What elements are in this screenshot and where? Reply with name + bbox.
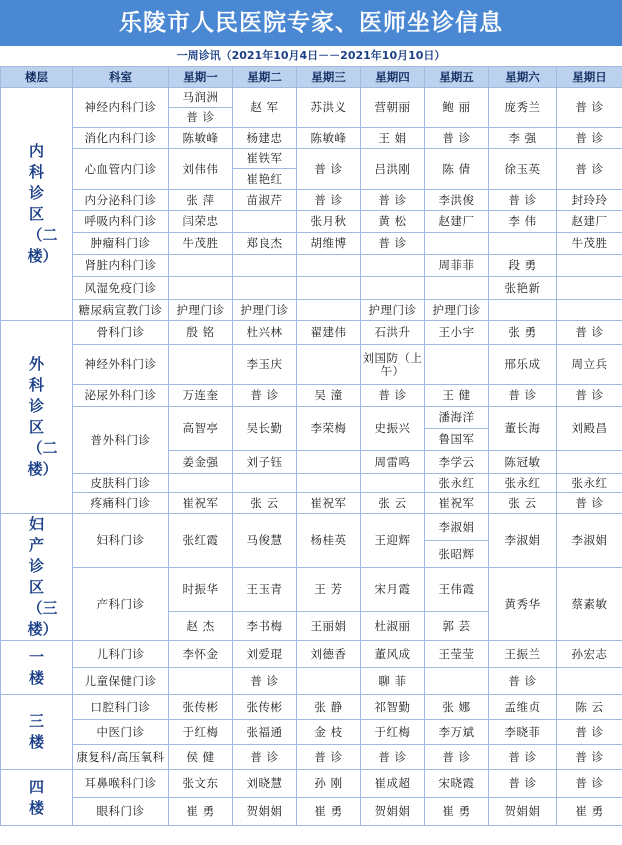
table-cell: 杜兴林 — [233, 321, 297, 345]
table-cell — [297, 451, 361, 474]
table-cell: 李 强 — [489, 128, 557, 149]
table-cell: 王莹莹 — [425, 641, 489, 668]
table-cell: 耳鼻喉科门诊 — [73, 770, 169, 798]
table-cell: 崔祝军 — [297, 493, 361, 514]
col-header-mon: 星期一 — [169, 67, 233, 88]
week-subtitle: 一周诊讯（2021年10月4日－－2021年10月10日） — [176, 49, 446, 62]
table-row — [1, 668, 622, 695]
table-cell: 鲁国军 — [425, 429, 489, 451]
table-cell: 刘晓慧 — [233, 770, 297, 798]
table-cell: 马俊慧 — [233, 514, 297, 568]
floor-label-text: 内科诊区（二楼） — [27, 142, 58, 265]
table-cell: 普 诊 — [557, 321, 622, 345]
table-cell: 普 诊 — [489, 190, 557, 211]
table-row — [1, 474, 622, 493]
table-cell: 营朝丽 — [361, 88, 425, 128]
table-cell: 李玉庆 — [233, 345, 297, 385]
table-row — [1, 798, 622, 826]
table-cell — [557, 668, 622, 695]
table-cell: 牛茂胜 — [169, 233, 233, 255]
table-cell: 崔祝军 — [169, 493, 233, 514]
table-cell: 陈敏峰 — [169, 128, 233, 149]
floor-label-text: 三楼 — [28, 712, 44, 751]
table-cell: 崔成超 — [361, 770, 425, 798]
table-cell: 普 诊 — [489, 668, 557, 695]
table-cell: 徐玉英 — [489, 149, 557, 190]
schedule-body — [1, 88, 622, 826]
table-cell: 内分泌科门诊 — [73, 190, 169, 211]
table-cell: 妇科门诊 — [73, 514, 169, 568]
table-row — [1, 345, 622, 385]
table-row — [1, 88, 622, 108]
table-cell: 崔铁军 — [233, 149, 297, 169]
table-cell: 崔 勇 — [557, 798, 622, 826]
table-cell: 李淑娟 — [425, 514, 489, 541]
col-header-sat: 星期六 — [489, 67, 557, 88]
table-cell: 护理门诊 — [169, 300, 233, 321]
table-cell: 疼痛科门诊 — [73, 493, 169, 514]
table-cell: 王小宇 — [425, 321, 489, 345]
table-cell — [425, 277, 489, 300]
table-cell: 骨科门诊 — [73, 321, 169, 345]
table-cell: 张 云 — [233, 493, 297, 514]
table-cell — [297, 300, 361, 321]
table-cell: 聊 菲 — [361, 668, 425, 695]
table-cell: 姜金强 — [169, 451, 233, 474]
table-cell: 于红梅 — [361, 720, 425, 745]
table-cell: 杨桂英 — [297, 514, 361, 568]
table-cell: 心血管内门诊 — [73, 149, 169, 190]
table-cell — [297, 255, 361, 277]
table-row — [1, 568, 622, 612]
table-cell: 崔 勇 — [297, 798, 361, 826]
table-cell — [361, 255, 425, 277]
table-cell: 风湿免疫门诊 — [73, 277, 169, 300]
table-cell: 普 诊 — [425, 745, 489, 770]
table-cell — [489, 300, 557, 321]
table-cell — [557, 300, 622, 321]
table-cell: 李淑娟 — [489, 514, 557, 568]
table-cell: 泌尿外科门诊 — [73, 385, 169, 407]
table-cell: 孙 刚 — [297, 770, 361, 798]
table-cell: 张红霞 — [169, 514, 233, 568]
table-cell: 张 静 — [297, 695, 361, 720]
table-cell: 黄秀华 — [489, 568, 557, 641]
table-cell — [557, 451, 622, 474]
schedule-table — [0, 66, 622, 826]
table-cell: 普 诊 — [425, 128, 489, 149]
table-cell — [489, 233, 557, 255]
table-cell: 张传彬 — [233, 695, 297, 720]
table-cell — [557, 255, 622, 277]
table-cell: 吕洪刚 — [361, 149, 425, 190]
table-cell: 刘德香 — [297, 641, 361, 668]
table-cell: 普 诊 — [557, 149, 622, 190]
table-cell: 宋月霞 — [361, 568, 425, 612]
table-cell: 普 诊 — [297, 149, 361, 190]
table-cell: 李晓菲 — [489, 720, 557, 745]
table-cell: 普 诊 — [297, 190, 361, 211]
table-cell: 董风成 — [361, 641, 425, 668]
table-cell: 王玉青 — [233, 568, 297, 612]
table-cell: 牛茂胜 — [557, 233, 622, 255]
table-cell: 刘伟伟 — [169, 149, 233, 190]
table-cell: 黄 松 — [361, 211, 425, 233]
table-cell — [169, 668, 233, 695]
table-cell: 陈 云 — [557, 695, 622, 720]
table-cell: 万连奎 — [169, 385, 233, 407]
table-cell: 郑良杰 — [233, 233, 297, 255]
table-cell: 崔 勇 — [169, 798, 233, 826]
table-row — [1, 255, 622, 277]
table-cell: 刘国防（上午） — [361, 345, 425, 385]
table-cell: 高智亭 — [169, 407, 233, 451]
table-row — [1, 493, 622, 514]
table-row — [1, 149, 622, 169]
table-cell: 张传彬 — [169, 695, 233, 720]
table-cell: 李 伟 — [489, 211, 557, 233]
table-cell: 李学云 — [425, 451, 489, 474]
table-cell — [233, 211, 297, 233]
table-cell: 口腔科门诊 — [73, 695, 169, 720]
table-cell — [361, 277, 425, 300]
header-row — [1, 67, 622, 88]
floor-label-text: 一楼 — [28, 647, 44, 687]
table-cell: 普 诊 — [489, 385, 557, 407]
table-cell — [557, 277, 622, 300]
table-cell: 普 诊 — [557, 770, 622, 798]
table-cell: 马润洲 — [169, 88, 233, 108]
table-cell: 赵建厂 — [557, 211, 622, 233]
table-cell: 儿童保健门诊 — [73, 668, 169, 695]
table-cell: 张文东 — [169, 770, 233, 798]
table-cell: 陈冠敏 — [489, 451, 557, 474]
table-cell: 贺娟娟 — [233, 798, 297, 826]
col-header-sun: 星期日 — [557, 67, 622, 88]
table-cell — [169, 255, 233, 277]
table-cell: 刘爱琨 — [233, 641, 297, 668]
table-cell: 郭 芸 — [425, 612, 489, 641]
table-cell: 张福通 — [233, 720, 297, 745]
floor-label — [1, 695, 73, 770]
col-header-floor: 楼层 — [1, 67, 73, 88]
table-cell: 赵 杰 — [169, 612, 233, 641]
table-cell: 鲍 丽 — [425, 88, 489, 128]
col-header-dept: 科室 — [73, 67, 169, 88]
table-cell: 普 诊 — [361, 233, 425, 255]
table-cell: 周立兵 — [557, 345, 622, 385]
table-cell — [169, 474, 233, 493]
table-cell: 陈敏峰 — [297, 128, 361, 149]
table-cell: 崔 勇 — [425, 798, 489, 826]
col-header-tue: 星期二 — [233, 67, 297, 88]
table-cell: 王伟霞 — [425, 568, 489, 612]
table-cell: 祁智勤 — [361, 695, 425, 720]
table-cell — [297, 474, 361, 493]
table-cell — [233, 277, 297, 300]
table-cell: 普 诊 — [361, 745, 425, 770]
table-row — [1, 321, 622, 345]
table-cell: 普外科门诊 — [73, 407, 169, 474]
table-row — [1, 745, 622, 770]
table-cell: 普 诊 — [489, 770, 557, 798]
table-cell: 普 诊 — [233, 668, 297, 695]
col-header-thu: 星期四 — [361, 67, 425, 88]
table-cell: 康复科/高压氧科 — [73, 745, 169, 770]
table-row — [1, 190, 622, 211]
table-cell: 刘殿昌 — [557, 407, 622, 451]
floor-label-text: 妇产诊区（三楼） — [27, 515, 58, 638]
table-cell: 普 诊 — [557, 493, 622, 514]
table-cell: 时振华 — [169, 568, 233, 612]
table-cell: 王丽娟 — [297, 612, 361, 641]
table-cell: 邢乐成 — [489, 345, 557, 385]
table-cell: 石洪升 — [361, 321, 425, 345]
table-cell: 吴长勤 — [233, 407, 297, 451]
table-cell: 普 诊 — [233, 745, 297, 770]
table-cell — [297, 345, 361, 385]
table-row — [1, 385, 622, 407]
table-cell: 李淑娟 — [557, 514, 622, 568]
floor-label — [1, 321, 73, 514]
table-cell: 张 娜 — [425, 695, 489, 720]
table-cell — [233, 474, 297, 493]
col-header-wed: 星期三 — [297, 67, 361, 88]
table-cell: 贺娟娟 — [489, 798, 557, 826]
col-header-fri: 星期五 — [425, 67, 489, 88]
table-cell: 普 诊 — [361, 385, 425, 407]
table-cell: 普 诊 — [297, 745, 361, 770]
table-cell: 翟建伟 — [297, 321, 361, 345]
table-cell: 肾脏内科门诊 — [73, 255, 169, 277]
table-cell: 孟维贞 — [489, 695, 557, 720]
table-cell: 崔祝军 — [425, 493, 489, 514]
table-cell: 贺娟娟 — [361, 798, 425, 826]
table-cell — [233, 255, 297, 277]
table-cell: 皮肤科门诊 — [73, 474, 169, 493]
table-cell: 护理门诊 — [425, 300, 489, 321]
table-cell: 张永红 — [557, 474, 622, 493]
table-cell: 普 诊 — [557, 88, 622, 128]
table-cell — [297, 277, 361, 300]
table-cell: 护理门诊 — [361, 300, 425, 321]
table-cell: 杨建忠 — [233, 128, 297, 149]
table-cell: 周雷鸣 — [361, 451, 425, 474]
table-cell: 张 勇 — [489, 321, 557, 345]
table-cell — [425, 345, 489, 385]
table-row — [1, 277, 622, 300]
table-cell: 李万斌 — [425, 720, 489, 745]
floor-label-text: 外科诊区（二楼） — [27, 355, 58, 478]
table-cell: 糖尿病宣教门诊 — [73, 300, 169, 321]
table-cell: 产科门诊 — [73, 568, 169, 641]
floor-label-text: 四楼 — [28, 777, 44, 817]
table-cell: 消化内科门诊 — [73, 128, 169, 149]
table-cell — [425, 233, 489, 255]
table-row — [1, 233, 622, 255]
table-cell: 侯 健 — [169, 745, 233, 770]
table-cell: 张永红 — [489, 474, 557, 493]
table-cell: 护理门诊 — [233, 300, 297, 321]
table-cell: 李洪俊 — [425, 190, 489, 211]
table-cell — [169, 277, 233, 300]
page-title: 乐陵市人民医院专家、医师坐诊信息 — [119, 9, 503, 36]
table-cell: 宋晓霞 — [425, 770, 489, 798]
table-cell: 张艳新 — [489, 277, 557, 300]
table-row — [1, 720, 622, 745]
table-row — [1, 514, 622, 541]
table-cell: 王 健 — [425, 385, 489, 407]
table-row — [1, 128, 622, 149]
table-row — [1, 641, 622, 668]
table-cell: 神经外科门诊 — [73, 345, 169, 385]
table-row — [1, 770, 622, 798]
table-cell: 普 诊 — [489, 745, 557, 770]
table-cell: 普 诊 — [233, 385, 297, 407]
table-cell: 陈 倩 — [425, 149, 489, 190]
table-cell: 金 枝 — [297, 720, 361, 745]
table-cell: 中医门诊 — [73, 720, 169, 745]
table-cell — [361, 474, 425, 493]
table-cell: 孙宏志 — [557, 641, 622, 668]
table-cell — [297, 668, 361, 695]
table-row — [1, 211, 622, 233]
table-cell: 杜淑丽 — [361, 612, 425, 641]
table-cell: 周菲菲 — [425, 255, 489, 277]
table-cell: 赵建厂 — [425, 211, 489, 233]
table-cell: 于红梅 — [169, 720, 233, 745]
table-cell: 闫荣忠 — [169, 211, 233, 233]
floor-label — [1, 514, 73, 641]
table-cell: 张月秋 — [297, 211, 361, 233]
table-cell: 张 云 — [489, 493, 557, 514]
table-cell: 张昭辉 — [425, 541, 489, 568]
table-row — [1, 300, 622, 321]
table-cell: 苗淑芹 — [233, 190, 297, 211]
table-cell: 封玲玲 — [557, 190, 622, 211]
table-cell: 董长海 — [489, 407, 557, 451]
table-cell: 眼科门诊 — [73, 798, 169, 826]
table-cell: 普 诊 — [169, 108, 233, 128]
floor-label — [1, 88, 73, 321]
table-cell: 普 诊 — [361, 190, 425, 211]
table-cell: 庞秀兰 — [489, 88, 557, 128]
table-cell: 王迎辉 — [361, 514, 425, 568]
table-cell: 李荣梅 — [297, 407, 361, 451]
table-cell: 李书梅 — [233, 612, 297, 641]
table-cell: 神经内科门诊 — [73, 88, 169, 128]
table-cell: 王 芳 — [297, 568, 361, 612]
table-cell: 普 诊 — [557, 128, 622, 149]
table-cell: 普 诊 — [557, 745, 622, 770]
floor-label — [1, 641, 73, 695]
table-cell: 普 诊 — [557, 720, 622, 745]
table-cell: 潘海洋 — [425, 407, 489, 429]
table-row — [1, 407, 622, 429]
table-cell: 张永红 — [425, 474, 489, 493]
table-cell: 史振兴 — [361, 407, 425, 451]
table-cell: 儿科门诊 — [73, 641, 169, 668]
table-cell: 胡维博 — [297, 233, 361, 255]
table-cell: 李怀金 — [169, 641, 233, 668]
table-cell: 普 诊 — [557, 385, 622, 407]
table-cell: 张 云 — [361, 493, 425, 514]
table-cell: 段 勇 — [489, 255, 557, 277]
table-cell — [169, 345, 233, 385]
table-cell: 刘子钰 — [233, 451, 297, 474]
table-cell: 肿瘤科门诊 — [73, 233, 169, 255]
table-cell: 崔艳红 — [233, 169, 297, 190]
table-cell: 蔡素敏 — [557, 568, 622, 641]
table-cell: 吴 潼 — [297, 385, 361, 407]
table-cell: 赵 军 — [233, 88, 297, 128]
table-row — [1, 695, 622, 720]
table-cell — [425, 668, 489, 695]
table-cell: 王 娟 — [361, 128, 425, 149]
table-cell: 呼吸内科门诊 — [73, 211, 169, 233]
floor-label — [1, 770, 73, 826]
table-cell: 殷 铭 — [169, 321, 233, 345]
table-cell: 王振兰 — [489, 641, 557, 668]
table-cell: 苏洪义 — [297, 88, 361, 128]
table-cell: 张 萍 — [169, 190, 233, 211]
